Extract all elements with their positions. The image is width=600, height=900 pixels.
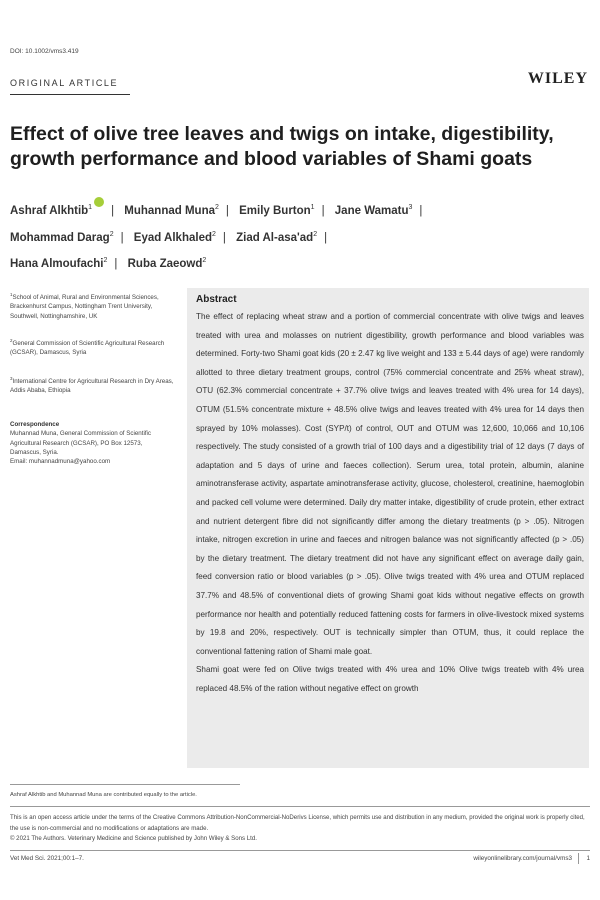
- author[interactable]: Muhannad Muna$^2$: [124, 204, 219, 217]
- publisher-logo: WILEY: [527, 70, 588, 87]
- author[interactable]: Ziad $Al-asa'ad^2$: [236, 230, 318, 244]
- article-type-label: ORIGINAL ARTICLE: [10, 78, 119, 88]
- author[interactable]: Hana Almoufachi$^2$: [10, 257, 108, 271]
- license-text: This is an open access article under the terms of the Creative Commons Attribution-NonCommercial-NoDerivs License, which permits use and distribution in any medium, provided the original work is properly cited, the use is non-commercial and no modifications or adaptations are made.: [10, 814, 585, 832]
- doi: DOI: 10.1002/vms3.419: [10, 48, 79, 55]
- correspondence-address: Muhannad Muna, General Commission of Scientific Agricultural Research (GCSAR), PO Box 12573, Damascus, Syria.: [10, 430, 152, 456]
- footnote-rule: [10, 784, 240, 785]
- author-list: Ashraf Alkhtib$^1$iD | Muhannad Muna$^2$ | Emily Burton$^1$ | Jane Wamatu$^3$ | Mohammad Darag$^2$ | Eyad Alkhaled$^2$ | Ziad $Al-asa'ad^2$ | Hana Almoufachi$^2$ | Ruba Zaeowd$^2$: [10, 196, 570, 276]
- copyright-text: © 2021 The Authors. Veterinary Medicine and Science published by John Wiley & Sons Ltd.: [10, 835, 257, 842]
- affiliation: $^1$School of Animal, Rural and Environmental Sciences, Brackenhurst Campus, Nottingham Trent University, Southwell, Nottinghamshire, UK: [10, 292, 159, 320]
- footnote: Ashraf Alkhtib and Muhannad Muna are contributed equally to the article.: [10, 792, 197, 798]
- license-block: [10, 813, 590, 845]
- page-separator: [578, 853, 579, 864]
- author[interactable]: Ashraf Alkhtib$^1$iD: [10, 205, 104, 217]
- affiliation: $^3$International Centre for Agricultural Research in Dry Areas, Addis Ababa, Ethiopia: [10, 376, 174, 395]
- author[interactable]: Mohammad Darag$^2$: [10, 230, 114, 244]
- journal-url[interactable]: wileyonlinelibrary.com/journal/vms3: [473, 855, 572, 862]
- author[interactable]: Ruba Zaeowd$^2$: [127, 257, 207, 271]
- affiliation: $^2$General Commission of Scientific Agricultural Research (GCSAR), Damascus, Syria: [10, 338, 165, 357]
- abstract-heading: Abstract: [196, 294, 237, 305]
- section-rule: [10, 94, 130, 95]
- footer-rule: [10, 850, 590, 851]
- abstract-paragraph: Shami goat were fed on Olive twigs treated with 4% urea and 10% Olive twigs treateb with 4% urea replaced 48.5% of the ration without negative effect on growth: [196, 665, 584, 693]
- license-rule: [10, 806, 590, 807]
- correspondence-title: Correspondence: [10, 421, 60, 428]
- author[interactable]: Eyad Alkhaled$^2$: [133, 230, 216, 244]
- correspondence: [10, 420, 175, 466]
- abstract-text: [196, 308, 584, 698]
- page-number: 1: [586, 855, 590, 862]
- journal-citation: Vet Med Sci. 2021;00:1–7.: [10, 855, 84, 862]
- orcid-icon[interactable]: [94, 197, 104, 207]
- author[interactable]: Jane Wamatu$^3$: [334, 204, 413, 217]
- abstract-paragraph: The effect of replacing wheat straw and a portion of commercial concentrate with olive twigs and leaves treated with urea and molasses on nutrient digestibility, growth performance and blood variables was determined. Forty-two Shami goat kids (20 ± 2.47 kg live weight and 133 ± 5.44 days of age) were randomly allotted to three dietary treatment groups, control (75% commercial concentrate and 25% wheat straw), OTU (62.3% commercial concentrate + 37.7% olive twigs and leaves treated with 4% urea for 14 days), OTUM (51.5% concentrate mixture + 48.5% olive twigs and leaves treated with 4% urea for 14 days then sprayed by 10% molasses). Cost (SYP/t) of control, OUT and OTUM was 12,600, 10,066 and 10,106 respectively. The study consisted of a growth trial of 100 days and a digestibility trial of 12 days (7 days of adaptation and 5 days of urine and faeces collection). Serum urea, total protein, albumin, alanine aminotransferase activity, aspartate aminotransferase activity, glucose, cholesterol, creatinine, haemoglobin and packed cell volume were determined. Daily dry matter intake, digestibility of crude protein, ether extract and nutrient detergent fibre did not significantly differ among the dietary treatments (p > .05). Nitrogen intake, nitrogen excretion in urine and faeces and nitrogen balance was not significantly affected (p > .05) by the dietary treatment. The dietary treatment did not have any significant effect on average daily gain, feed conversion ratio or blood variables (p > .05). Olive twigs treated with 4% urea and OTUM replaced 37.7% and 48.5% of conventional diets of growing Shami goat kids without negative effects on growth performance nor health and potentially reduced fattening costs for farmers in olive-livestock mixed systems by 19.8 and 20%, respectively. OUT is technically simpler than OTUM, thus, it could replace the conventional fattening ration of Shami male goat.: [196, 312, 584, 656]
- author[interactable]: Emily Burton$^1$: [239, 204, 315, 217]
- article-title: Effect of olive tree leaves and twigs on intake, digestibility, growth performance and blood variables of Shami goats: [10, 123, 554, 170]
- correspondence-email[interactable]: Email: muhannadmuna@yahoo.com: [10, 458, 111, 466]
